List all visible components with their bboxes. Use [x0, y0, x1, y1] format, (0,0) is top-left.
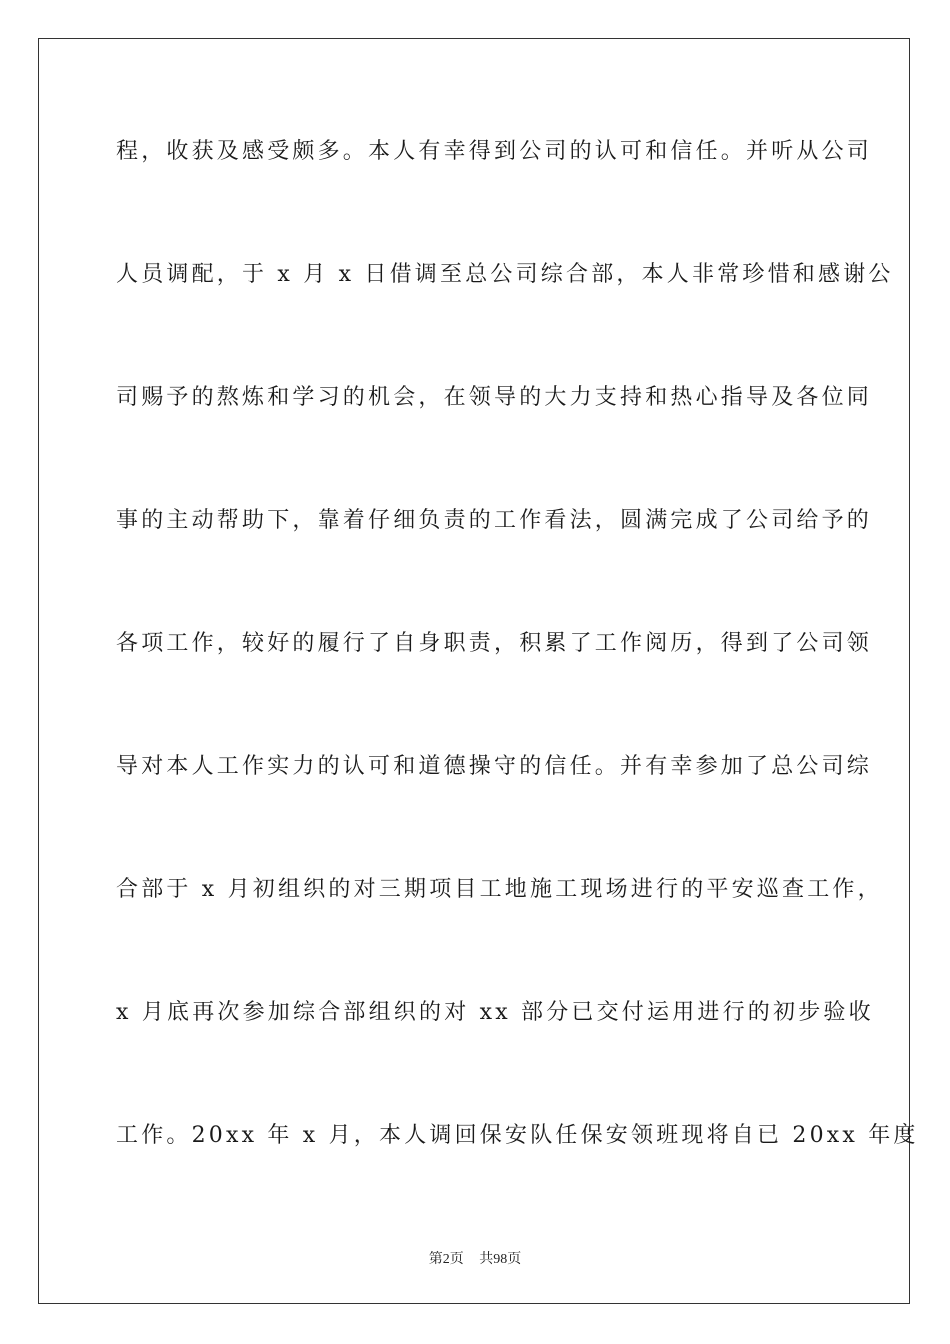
text-line-8: x 月底再次参加综合部组织的对 xx 部分已交付运用进行的初步验收 [116, 1000, 874, 1025]
text-line-9: 工作。20xx 年 x 月，本人调回保安队任保安领班现将自已 20xx 年度 [116, 1123, 919, 1148]
text-line-5: 各项工作，较好的履行了自身职责，积累了工作阅历，得到了公司领 [116, 631, 873, 656]
text-line-6: 导对本人工作实力的认可和道德操守的信任。并有幸参加了总公司综 [116, 754, 873, 779]
text-line-1: 程，收获及感受颇多。本人有幸得到公司的认可和信任。并听从公司 [116, 139, 873, 164]
text-line-4: 事的主动帮助下，靠着仔细负责的工作看法，圆满完成了公司给予的 [116, 508, 873, 533]
text-line-7: 合部于 x 月初组织的对三期项目工地施工现场进行的平安巡查工作， [116, 877, 883, 902]
document-body [116, 130, 919, 1237]
text-line-2: 人员调配，于 x 月 x 日借调至总公司综合部，本人非常珍惜和感谢公 [116, 262, 894, 287]
page-number: 第2页 [428, 1252, 464, 1267]
text-line-3: 司赐予的熬炼和学习的机会，在领导的大力支持和热心指导及各位同 [116, 385, 873, 410]
page-footer [0, 1248, 950, 1268]
total-pages: 共98页 [479, 1252, 522, 1267]
